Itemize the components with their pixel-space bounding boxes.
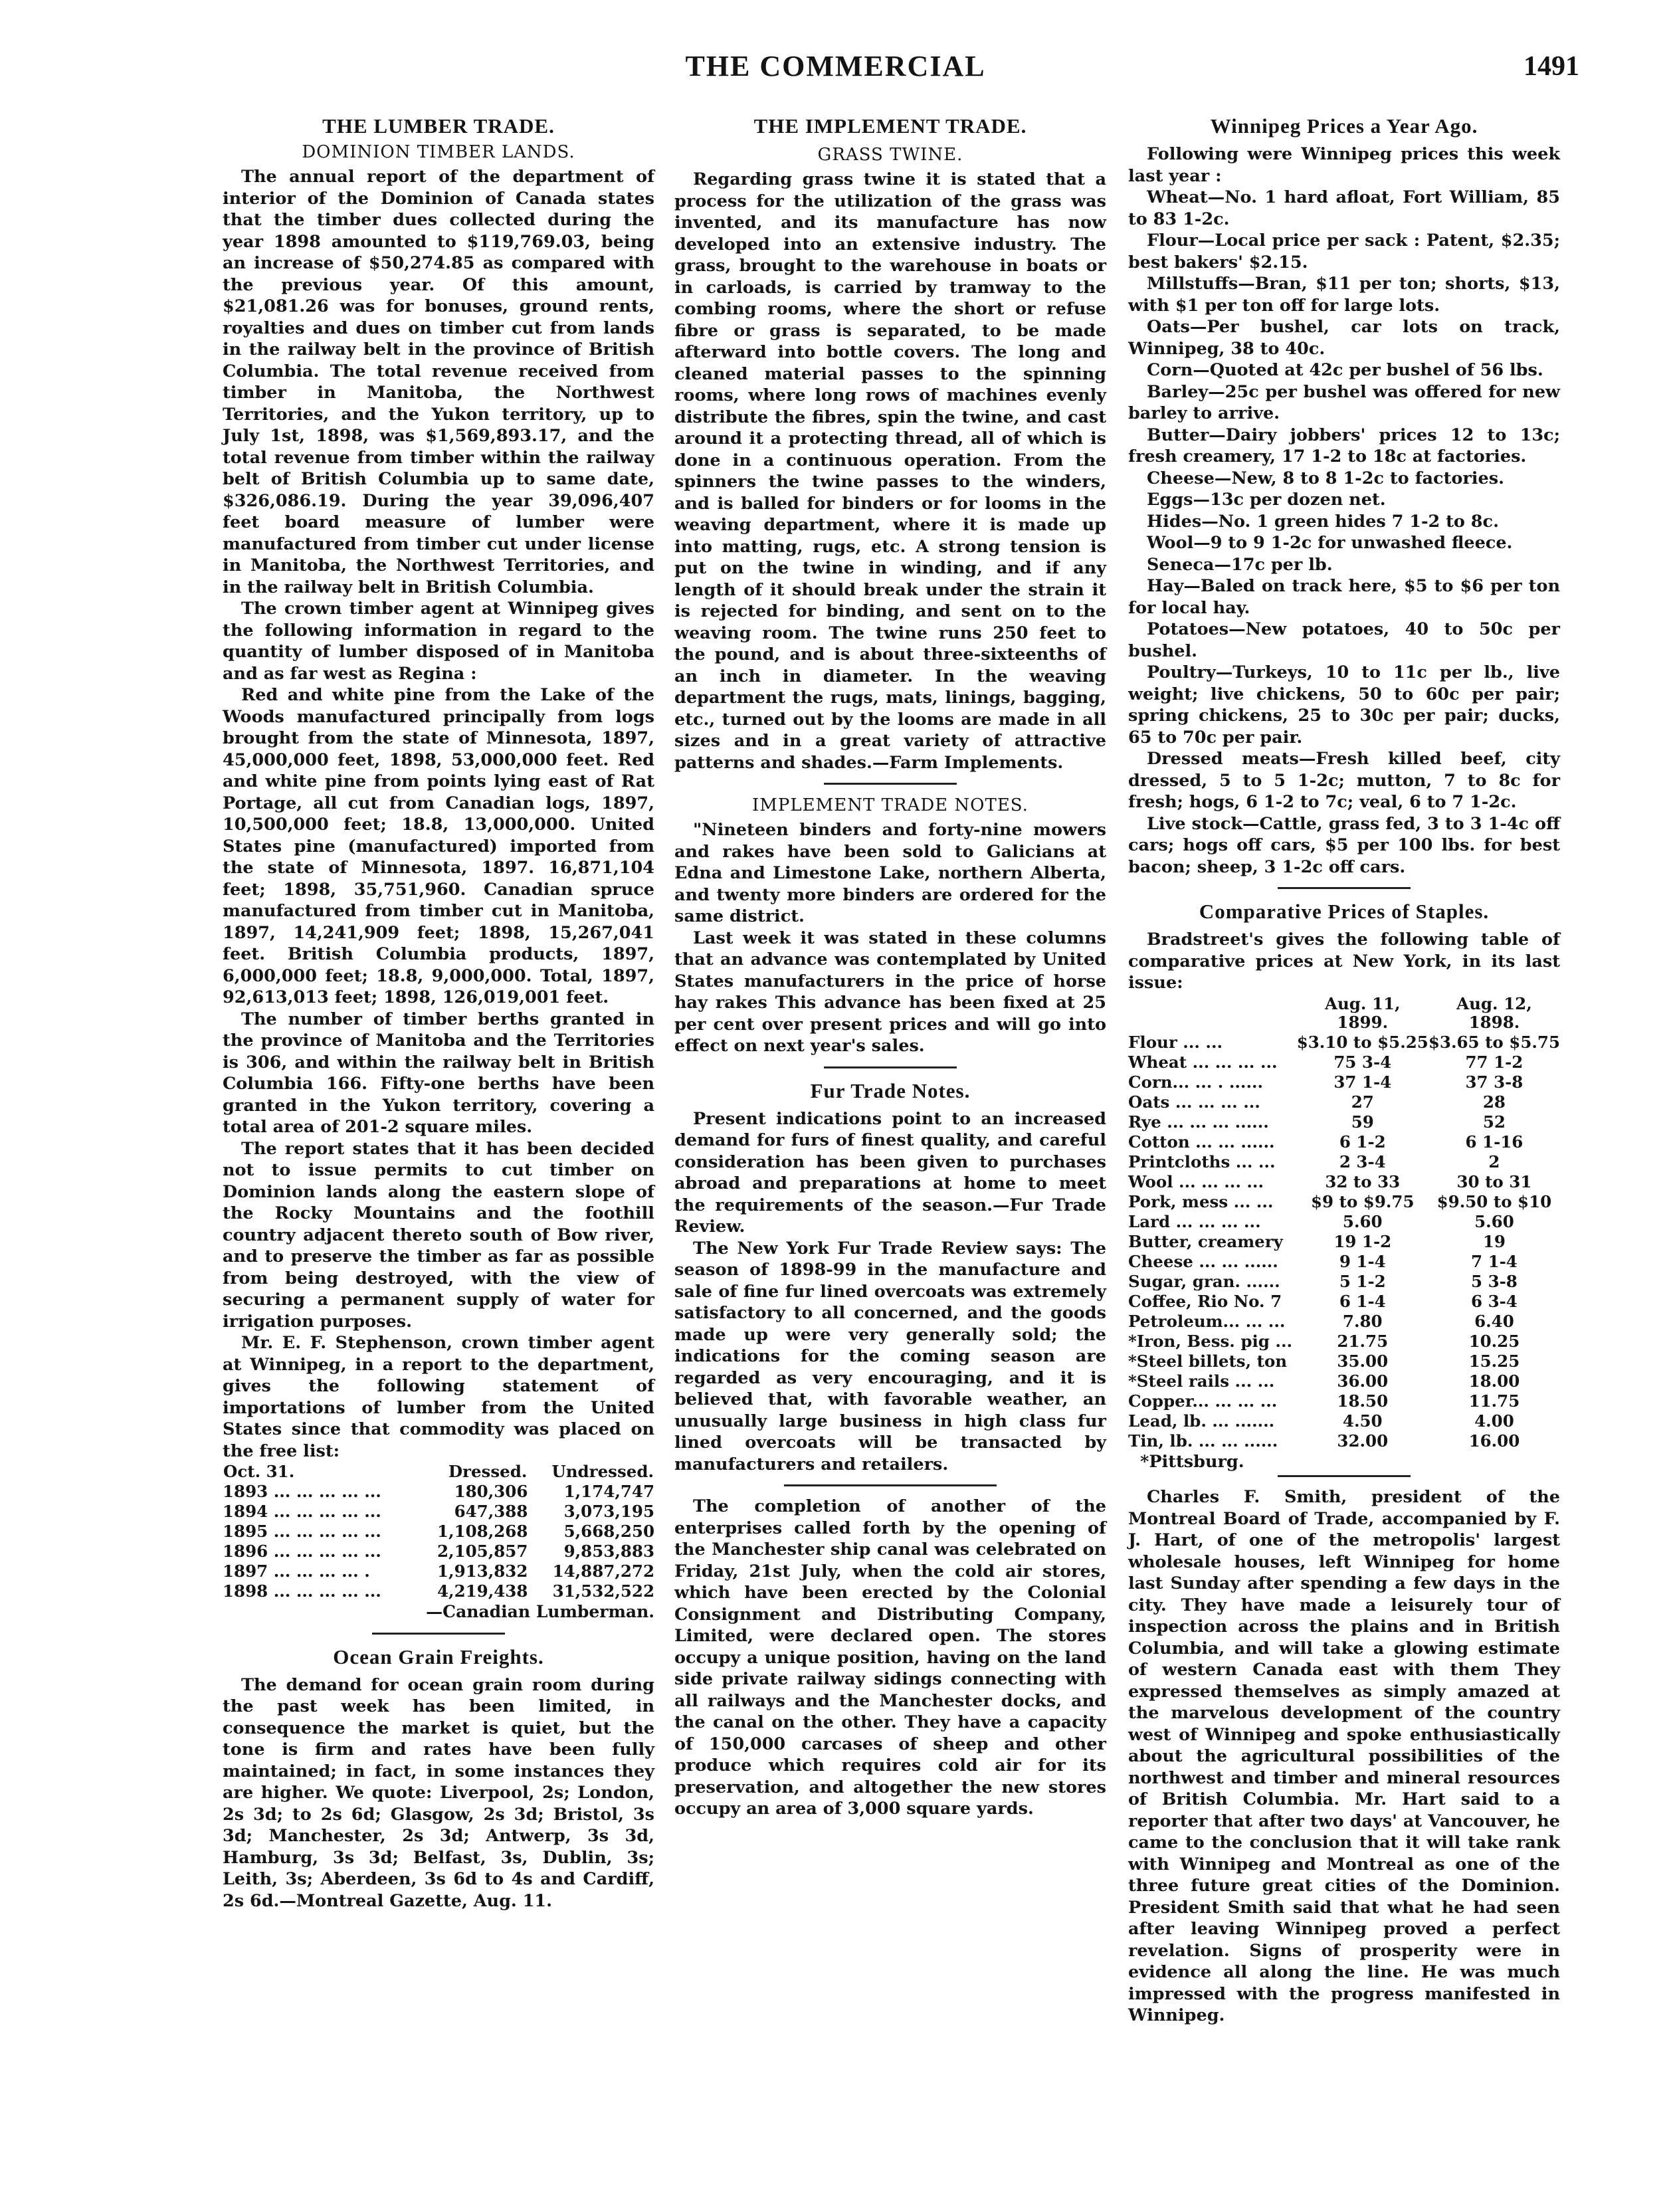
table-cell: 6 3-4: [1471, 1291, 1518, 1311]
table-cell: 10.25: [1468, 1331, 1520, 1351]
staples-price-table: [1128, 994, 1560, 1451]
dominion-timber-subheading: DOMINION TIMBER LANDS.: [302, 142, 575, 162]
fur-trade-paragraph-1: Present indications point to an increased demand for furs of finest quality, and careful consideration has been given to purchases abroad and preparations at home to meet the requirements of the season.—Fur Trade Review.: [674, 1108, 1106, 1237]
table-cell: 6 1-2: [1339, 1132, 1386, 1152]
table-row: [1128, 1431, 1560, 1451]
table-cell: 6 1-4: [1339, 1291, 1386, 1311]
section-divider: [824, 783, 957, 785]
grass-twine-paragraph: Regarding grass twine it is stated that a process for the utilization of the grass was invented, and its manufacture has now developed into an extensive industry. The grass, brought to the warehouse in boats or in carloads, is carried by tramway to the combing rooms, where the short or refuse fibre or grass is separated, to be made afterward into bottle covers. The long and cleaned material passes to the spinning rooms, where long rows of machines evenly distribute the fibres, spin the twine, and cast around it a protecting thread, all of which is done in a continuous operation. From the spinners the twine passes to the winders, and is balled for binders or for looms in the weaving department, where it is made up into matting, rugs, etc. A strong tension is put on the twine in winding, and if any length of it should break under the strain it is rejected for binding, and sent on to the weaving room. The twine runs 250 feet to the pound, and is about three-sixteenths of an inch in diameter. In the weaving department the rugs, mats, linings, bagging, etc., turned out by the looms are made in all sizes and in a great variety of attractive patterns and shades.—Farm Implements.: [674, 169, 1106, 773]
table-row: [223, 1522, 654, 1542]
lumber-paragraph-4: The number of timber berths granted in the province of Manitoba and the Territories is 306, and within the railway belt in British Columbia 166. Fifty-one berths have been granted in the Yukon territory, covering a total area of 201-2 square miles.: [223, 1009, 654, 1137]
staples-footnote: *Pittsburg.: [1140, 1451, 1244, 1472]
table-row: [1128, 1411, 1560, 1431]
table-cell: 5 3-8: [1471, 1271, 1518, 1291]
table-cell: 59: [1351, 1112, 1374, 1132]
section-divider: [1278, 887, 1411, 889]
table-cell: 2 3-4: [1339, 1152, 1386, 1171]
price-item: Barley—25c per bushel was offered for new barley to arrive.: [1128, 381, 1560, 423]
table-cell: Oats ... ... ... ...: [1128, 1092, 1260, 1112]
table-cell: *Iron, Bess. pig ...: [1128, 1331, 1293, 1351]
table-cell: Lard ... ... ... ...: [1128, 1211, 1261, 1231]
price-item: Wheat—No. 1 hard afloat, Fort William, 85 to 83 1-2c.: [1128, 187, 1560, 229]
table-cell: 30 to 31: [1456, 1171, 1532, 1191]
lumber-paragraph-5: The report states that it has been decided not to issue permits to cut timber on Dominion lands along the eastern slope of the Rocky Mountains and the foothill country adjacent thereto south of Bow river, and to preserve the timber as far as possible from being destroyed, with the view of securing a permanent supply of water for irrigation purposes.: [223, 1138, 654, 1332]
table-cell: Butter, creamery: [1128, 1231, 1283, 1251]
table-cell: Wool ... ... ... ...: [1128, 1171, 1264, 1191]
table-cell: 7.80: [1342, 1311, 1383, 1331]
table-row: [1128, 1192, 1560, 1212]
table-cell: 1,108,268: [437, 1522, 528, 1541]
manchester-stores-paragraph: The completion of another of the enterprises called forth by the opening of the Manchester ship canal was celebrated on Friday, 21st July, when the cold air stores, which have been erected by the Colonial Consignment and Distributing Company, Limited, were declared open. The stores occupy a unique position, having on the land side private railway sidings connecting with all railways and the Manchester docks, and the canal on the other. They have a capacity of 150,000 carcases of sheep and other produce which requires cold air for its preservation, and altogether the new stores occupy an area of 3,000 square yards.: [674, 1496, 1106, 1819]
price-item: Potatoes—New potatoes, 40 to 50c per bushel.: [1128, 619, 1560, 661]
price-item: Dressed meats—Fresh killed beef, city dressed, 5 to 5 1-2c; mutton, 7 to 8c for fresh; hogs, 6 1-2 to 7c; veal, 6 to 7 1-2c.: [1128, 749, 1560, 812]
column-middle: [674, 113, 1106, 1820]
ocean-grain-paragraph: The demand for ocean grain room during the past week has been limited, in consequence the market is quiet, but the tone is firm and rates have been fully maintained; in fact, in some instances they are higher. We quote: Liverpool, 2s; London, 2s 3d; to 2s 6d; Glasgow, 2s 3d; Bristol, 3s 3d; Manchester, 2s 3d; Antwerp, 3s 3d, Hamburg, 3s 3d; Belfast, 3s, Dublin, 3s; Leith, 3s; Aberdeen, 3s 6d to 4s and Cardiff, 2s 6d.—Montreal Gazette, Aug. 11.: [223, 1674, 654, 1911]
table-header-row: [1128, 994, 1560, 1033]
lumber-paragraph-2: The crown timber agent at Winnipeg gives the following information in regard to the quantity of lumber disposed of in Manitoba and as far west as Regina :: [223, 599, 654, 684]
table-cell: 1897 ... ... ... ... .: [223, 1561, 370, 1581]
table-cell: 647,388: [454, 1502, 528, 1521]
table-cell: 1894 ... ... ... ... ...: [223, 1502, 381, 1521]
table-row: [1128, 1332, 1560, 1352]
lumber-paragraph-1: The annual report of the department of interior of the Dominion of Canada states that the timber dues collected during the year 1898 amounted to $119,769.03, being an increase of $50,274.85 as compared with the previous year. Of this amount, $21,081.26 was for bonuses, ground rents, royalties and dues on timber cut from lands in the railway belt in the province of British Columbia. The total revenue received from timber in Manitoba, the Northwest Territories, and the Yukon territory, up to July 1st, 1898, was $1,569,893.17, and the total revenue from timber within the railway belt of British Columbia up to same date, $326,086.19. During the year 39,096,407 feet board measure of lumber were manufactured from timber cut under license in Manitoba, the Northwest Territories, and in the railway belt in British Columbia.: [223, 167, 654, 597]
table-cell: 21.75: [1337, 1331, 1389, 1351]
table-row: [1128, 1112, 1560, 1132]
table-cell: Printcloths ... ...: [1128, 1152, 1276, 1171]
table-cell: 77 1-2: [1465, 1052, 1524, 1072]
price-item: Wool—9 to 9 1-2c for unwashed fleece.: [1147, 533, 1513, 553]
table-row: [1128, 1172, 1560, 1192]
table-cell: Wheat ... ... ... ...: [1128, 1052, 1278, 1072]
table-cell: 1896 ... ... ... ... ...: [223, 1542, 381, 1561]
table-cell: 1895 ... ... ... ... ...: [223, 1522, 381, 1541]
price-item: Millstuffs—Bran, $11 per ton; shorts, $13, with $1 per ton off for large lots.: [1128, 274, 1560, 316]
page-header: [0, 49, 1671, 96]
implement-notes-paragraph-1: "Nineteen binders and forty-nine mowers and rakes have been sold to Galicians at Edna and Limestone Lake, northern Alberta, and twenty more binders are ordered for the same district.: [674, 820, 1106, 926]
table-cell: Petroleum... ... ...: [1128, 1311, 1286, 1331]
table-cell: Flour ... ...: [1128, 1032, 1223, 1052]
table-header: Oct. 31.: [223, 1462, 295, 1481]
price-item: Butter—Dairy jobbers' prices 12 to 13c; fresh creamery, 17 1-2 to 18c at factories.: [1128, 425, 1560, 466]
table-cell: 37 3-8: [1465, 1072, 1524, 1092]
table-cell: 35.00: [1337, 1351, 1389, 1371]
table-cell: Rye ... ... ... ......: [1128, 1112, 1269, 1132]
table-cell: 28: [1482, 1092, 1506, 1112]
grass-twine-subheading: GRASS TWINE.: [817, 145, 963, 165]
column-right: [1128, 113, 1560, 2027]
table-cell: Sugar, gran. ......: [1128, 1271, 1280, 1291]
table-row: [1128, 1292, 1560, 1312]
table-cell: 6 1-16: [1465, 1132, 1524, 1152]
price-item: Oats—Per bushel, car lots on track, Winnipeg, 38 to 40c.: [1128, 317, 1560, 359]
table-cell: 5,668,250: [563, 1522, 654, 1541]
table-cell: 18.50: [1337, 1391, 1389, 1411]
table-cell: 1,913,832: [437, 1561, 528, 1581]
section-divider: [784, 1484, 997, 1486]
table-row: [1128, 1272, 1560, 1292]
table-cell: Corn... ... . ......: [1128, 1072, 1264, 1092]
table-cell: 52: [1482, 1112, 1506, 1132]
fur-trade-heading: Fur Trade Notes.: [810, 1078, 971, 1102]
table-cell: $3.10 to $5.25: [1296, 1032, 1428, 1052]
table-cell: *Steel billets, ton: [1128, 1351, 1288, 1371]
table-cell: 4,219,438: [437, 1581, 528, 1601]
table-row: [223, 1581, 654, 1601]
table-cell: Copper... ... ... ...: [1128, 1391, 1278, 1411]
table-cell: 1893 ... ... ... ... ...: [223, 1482, 381, 1501]
table-cell: 27: [1351, 1092, 1374, 1112]
table-row: [223, 1482, 654, 1502]
table-cell: $9 to $9.75: [1311, 1191, 1415, 1211]
table-cell: 9,853,883: [563, 1542, 654, 1561]
price-item: Cheese—New, 8 to 8 1-2c to factories.: [1147, 468, 1504, 488]
table-row: [1128, 1391, 1560, 1411]
table-row: [223, 1542, 654, 1561]
lumber-paragraph-3: Red and white pine from the Lake of the Woods manufactured principally from logs brought from the state of Minnesota, 1897, 45,000,000 feet, 1898, 53,000,000 feet. Red and white pine from points lying east of Rat Portage, all cut from Canadian logs, 1897, 10,500,000 feet; 18.8, 13,000,000. United States pine (manufactured) imported from the state of Minnesota, 1897. 16,871,104 feet; 1898, 35,751,960. Canadian spruce manufactured from timber cut in Manitoba, 1897, 14,241,909 feet; 1898, 15,267,041 feet. British Columbia products, 1897, 6,000,000 feet; 18.8, 9,000,000. Total, 1897, 92,613,013 feet; 1898, 126,019,001 feet.: [223, 685, 654, 1007]
winnipeg-prices-intro: Following were Winnipeg prices this week last year :: [1128, 144, 1560, 186]
table-row: [1128, 1152, 1560, 1172]
table-cell: 75 3-4: [1333, 1052, 1392, 1072]
fur-trade-paragraph-2: The New York Fur Trade Review says: The season of 1898-99 in the manufacture and sale of fine fur lined overcoats was extremely satisfactory to all concerned, and the goods made up were very generally sold; the indications for the coming season are regarded as very encouraging, and it is believed that, with favorable weather, an unusually large business in high class fur lined overcoats will be transacted by manufacturers and retailers.: [674, 1238, 1106, 1474]
table-cell: 6.40: [1474, 1311, 1514, 1331]
table-row: [1128, 1352, 1560, 1371]
table-cell: 19 1-2: [1333, 1231, 1392, 1251]
staples-heading: Comparative Prices of Staples.: [1199, 900, 1490, 923]
table-row: [1128, 1092, 1560, 1112]
table-row: [1128, 1033, 1560, 1053]
implement-notes-subheading: IMPLEMENT TRADE NOTES.: [752, 795, 1029, 815]
table-cell: 4.50: [1342, 1411, 1383, 1431]
table-cell: $3.65 to $5.75: [1428, 1032, 1560, 1052]
table-row: [1128, 1252, 1560, 1272]
table-cell: 18.00: [1468, 1371, 1520, 1391]
table-cell: Coffee, Rio No. 7: [1128, 1291, 1282, 1311]
price-item: Seneca—17c per lb.: [1147, 554, 1333, 575]
table-cell: Pork, mess ... ...: [1128, 1191, 1274, 1211]
table-row: [223, 1561, 654, 1581]
lumber-paragraph-6: Mr. E. F. Stephenson, crown timber agent at Winnipeg, in a report to the department, gives the following statement of importations of lumber from the United States since that commodity was placed on the free list:: [223, 1333, 654, 1461]
table-row: [1128, 1232, 1560, 1252]
table-cell: 31,532,522: [552, 1581, 654, 1601]
table-cell: 1898 ... ... ... ... ...: [223, 1581, 381, 1601]
price-item: Hay—Baled on track here, $5 to $6 per ton for local hay.: [1128, 576, 1560, 618]
table-cell: 5.60: [1474, 1211, 1514, 1231]
publication-title: THE COMMERCIAL: [685, 50, 986, 82]
table-cell: 180,306: [454, 1482, 528, 1501]
table-row: [1128, 1371, 1560, 1391]
page-number: 1491: [1524, 51, 1579, 82]
price-item: Hides—No. 1 green hides 7 1-2 to 8c.: [1147, 511, 1499, 532]
price-item: Corn—Quoted at 42c per bushel of 56 lbs.: [1147, 360, 1543, 380]
table-cell: 37 1-4: [1333, 1072, 1392, 1092]
table-header: Aug. 11, 1899.: [1324, 993, 1401, 1032]
table-cell: 1,174,747: [563, 1482, 654, 1501]
table-cell: Cotton ... ... ......: [1128, 1132, 1275, 1152]
table-row: [1128, 1212, 1560, 1232]
staples-intro: Bradstreet's gives the following table of comparative prices at New York, in its last issue:: [1128, 930, 1560, 993]
smith-visit-paragraph: Charles F. Smith, president of the Montreal Board of Trade, accompanied by F. J. Hart, of one of the metropolis' largest wholesale houses, left Winnipeg for home last Sunday after spending a few days in the city. They have made a leisurely tour of inspection across the plains and in British Columbia, and will take a glowing estimate of western Canada east with them They expressed themselves as simply amazed at the marvelous development of the country west of Winnipeg and spoke enthusiastically about the agricultural possibilities of the northwest and timber and mineral resources of British Columbia. Mr. Hart said to a reporter that after two days' at Vancouver, he came to the conclusion that it will take rank with Winnipeg and Montreal as one of the three future great cities of the Dominion. President Smith said that what he had seen after leaving Winnipeg proved a perfect revelation. Signs of prosperity were in evidence all along the line. He was much impressed with the progress manifested in Winnipeg.: [1128, 1487, 1560, 2025]
table-cell: 2,105,857: [437, 1542, 528, 1561]
table-cell: *Steel rails ... ...: [1128, 1371, 1275, 1391]
table-cell: Cheese ... ... ......: [1128, 1251, 1278, 1271]
lumber-import-table: [223, 1462, 654, 1601]
table-cell: 32 to 33: [1325, 1171, 1401, 1191]
table-cell: Lead, lb. ... .......: [1128, 1411, 1275, 1431]
table-cell: 3,073,195: [563, 1502, 654, 1521]
section-divider: [1278, 1475, 1411, 1477]
table-cell: 32.00: [1337, 1431, 1389, 1451]
table-row: [1128, 1132, 1560, 1152]
section-divider: [372, 1633, 505, 1635]
table-cell: 7 1-4: [1471, 1251, 1518, 1271]
table-cell: 4.00: [1474, 1411, 1514, 1431]
table-cell: 5 1-2: [1339, 1271, 1386, 1291]
table-row: [1128, 1312, 1560, 1332]
table-header: Undressed.: [551, 1462, 654, 1481]
table-cell: 36.00: [1337, 1371, 1389, 1391]
table-cell: 2: [1488, 1152, 1500, 1171]
table-row: [223, 1502, 654, 1522]
price-item: Eggs—13c per dozen net.: [1147, 490, 1386, 510]
table-cell: 19: [1482, 1231, 1506, 1251]
lumber-source-credit: —Canadian Lumberman.: [426, 1602, 654, 1621]
price-item: Flour—Local price per sack : Patent, $2.35; best bakers' $2.15.: [1128, 231, 1560, 272]
table-row: [1128, 1053, 1560, 1072]
table-cell: 16.00: [1468, 1431, 1520, 1451]
table-cell: 15.25: [1468, 1351, 1520, 1371]
table-header: Dressed.: [448, 1462, 528, 1481]
ocean-grain-heading: Ocean Grain Freights.: [333, 1645, 544, 1668]
section-divider: [824, 1066, 957, 1068]
price-item: Poultry—Turkeys, 10 to 11c per lb., live weight; live chickens, 50 to 60c per pair; spring chickens, 25 to 30c per pair; ducks, 65 to 70c per pair.: [1128, 662, 1560, 748]
table-header-row: [223, 1462, 654, 1482]
winnipeg-prices-heading: Winnipeg Prices a Year Ago.: [1210, 114, 1478, 138]
table-cell: 5.60: [1342, 1211, 1383, 1231]
table-header: [1128, 994, 1297, 1033]
lumber-trade-heading: THE LUMBER TRADE.: [322, 114, 555, 138]
table-cell: 14,887,272: [552, 1561, 654, 1581]
implement-notes-paragraph-2: Last week it was stated in these columns that an advance was contemplated by United States manufacturers in the price of horse hay rakes This advance has been fixed at 25 per cent over present prices and will go into effect on next year's sales.: [674, 928, 1106, 1056]
table-cell: Tin, lb. ... ... ......: [1128, 1431, 1278, 1451]
table-cell: $9.50 to $10: [1436, 1191, 1552, 1211]
table-header: Aug. 12, 1898.: [1456, 993, 1532, 1032]
table-cell: 11.75: [1468, 1391, 1520, 1411]
table-row: [1128, 1072, 1560, 1092]
table-cell: 9 1-4: [1339, 1251, 1386, 1271]
column-left: [223, 113, 654, 1912]
price-item: Live stock—Cattle, grass fed, 3 to 3 1-4c off cars; hogs off cars, $5 per 100 lbs. for best bacon; sheep, 3 1-2c off cars.: [1128, 813, 1560, 877]
implement-trade-heading: THE IMPLEMENT TRADE.: [753, 114, 1027, 138]
